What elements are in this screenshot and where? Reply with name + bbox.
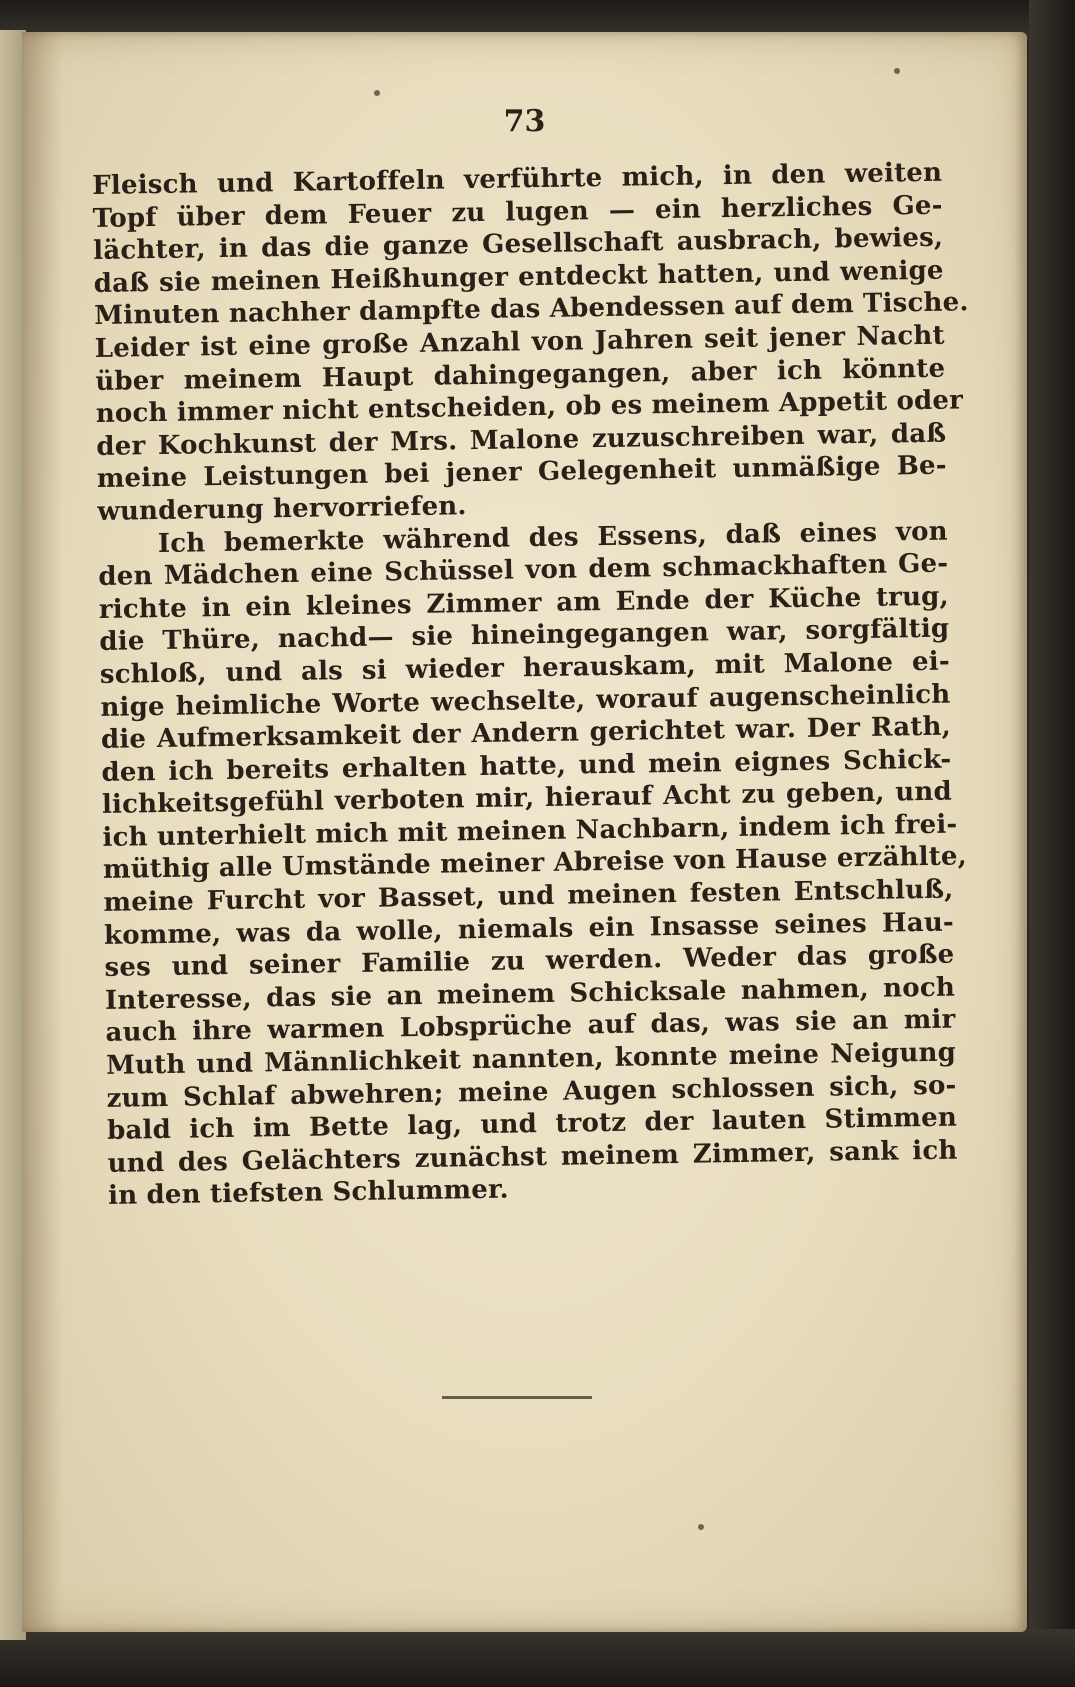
- text-line: die Aufmerksamkeit der Andern gerichtet war. Der Rath,: [100, 711, 952, 756]
- text-line: nige heimliche Worte wechselte, worauf augenscheinlich: [100, 679, 951, 723]
- text-line: komme, was da wolle, niemals ein Insasse seines Hau-: [103, 907, 955, 951]
- text-line: Minuten nachher dampfte das Abendessen auf dem Tische.: [94, 287, 969, 332]
- text-line: ich unterhielt mich mit meinen Nachbarn, indem ich frei-: [102, 809, 958, 853]
- text-line: richte in ein kleines Zimmer am Ende der Küche trug,: [98, 581, 950, 625]
- text-line: Fleisch und Kartoffeln verführte mich, in den weiten: [92, 157, 943, 201]
- book-cover-edge-right: [1029, 0, 1075, 1687]
- spine-shadow: [22, 32, 62, 1632]
- end-of-chapter-rule: [442, 1396, 592, 1399]
- page-paper: [22, 32, 1027, 1632]
- page-number: 73: [503, 104, 546, 139]
- text-line: über meinem Haupt dahingegangen, aber ich könnte: [95, 353, 946, 397]
- text-line: den Mädchen eine Schüssel von dem schmackhaften Ge-: [98, 548, 949, 593]
- text-line: wunderung hervorriefen.: [97, 491, 467, 527]
- text-line: Leider ist eine große Anzahl von Jahren seit jener Nacht: [94, 320, 945, 364]
- text-line: daß sie meinen Heißhunger entdeckt hatten, und wenige: [93, 255, 944, 299]
- text-line: Ich bemerkte während des Essens, daß eines von: [157, 516, 949, 559]
- ink-speck: [374, 90, 380, 96]
- text-line: lichkeitsgefühl verboten mir, hierauf Acht zu geben, und: [101, 776, 953, 821]
- text-line: und des Gelächters zunächst meinem Zimmer, sank ich: [107, 1135, 958, 1179]
- ink-speck: [698, 1524, 704, 1530]
- text-line: meine Leistungen bei jener Gelegenheit unmäßige Be-: [96, 450, 947, 495]
- book-cover-edge-bottom: [0, 1629, 1075, 1687]
- text-line: bald ich im Bette lag, und trotz der lauten Stimmen: [106, 1102, 958, 1147]
- text-line: Topf über dem Feuer zu lugen — ein herzliches Ge-: [92, 190, 943, 234]
- body-text: [92, 157, 969, 1213]
- ink-speck: [894, 68, 900, 74]
- text-line: Muth und Männlichkeit nannten, konnte meine Neigung: [105, 1037, 957, 1081]
- text-line: der Kochkunst der Mrs. Malone zuzuschreiben war, daß: [96, 418, 947, 462]
- text-line: noch immer nicht entscheiden, ob es meinem Appetit oder: [95, 385, 964, 430]
- text-line: in den tiefsten Schlummer.: [107, 1174, 509, 1212]
- text-line: schloß, und als si wieder herauskam, mit Malone ei-: [99, 646, 951, 690]
- text-line: die Thüre, nachd— sie hineingegangen war, sorgfältig: [99, 613, 950, 658]
- text-line: Interesse, das sie an meinem Schicksale nahmen, noch: [104, 972, 956, 1016]
- text-line: auch ihre warmen Lobsprüche auf das, was sie an mir: [105, 1004, 956, 1049]
- text-line: zum Schlaf abwehren; meine Augen schlossen sich, so-: [106, 1070, 957, 1114]
- text-line: müthig alle Umstände meiner Abreise von Hause erzählte,: [102, 841, 968, 886]
- text-line: lächter, in das die ganze Gesellschaft ausbrach, bewies,: [93, 222, 944, 267]
- text-line: ses und seiner Familie zu werden. Weder das große: [104, 939, 955, 984]
- text-line: meine Furcht vor Basset, und meinen festen Entschluß,: [103, 874, 954, 918]
- text-line: den ich bereits erhalten hatte, und mein eignes Schick-: [101, 744, 952, 788]
